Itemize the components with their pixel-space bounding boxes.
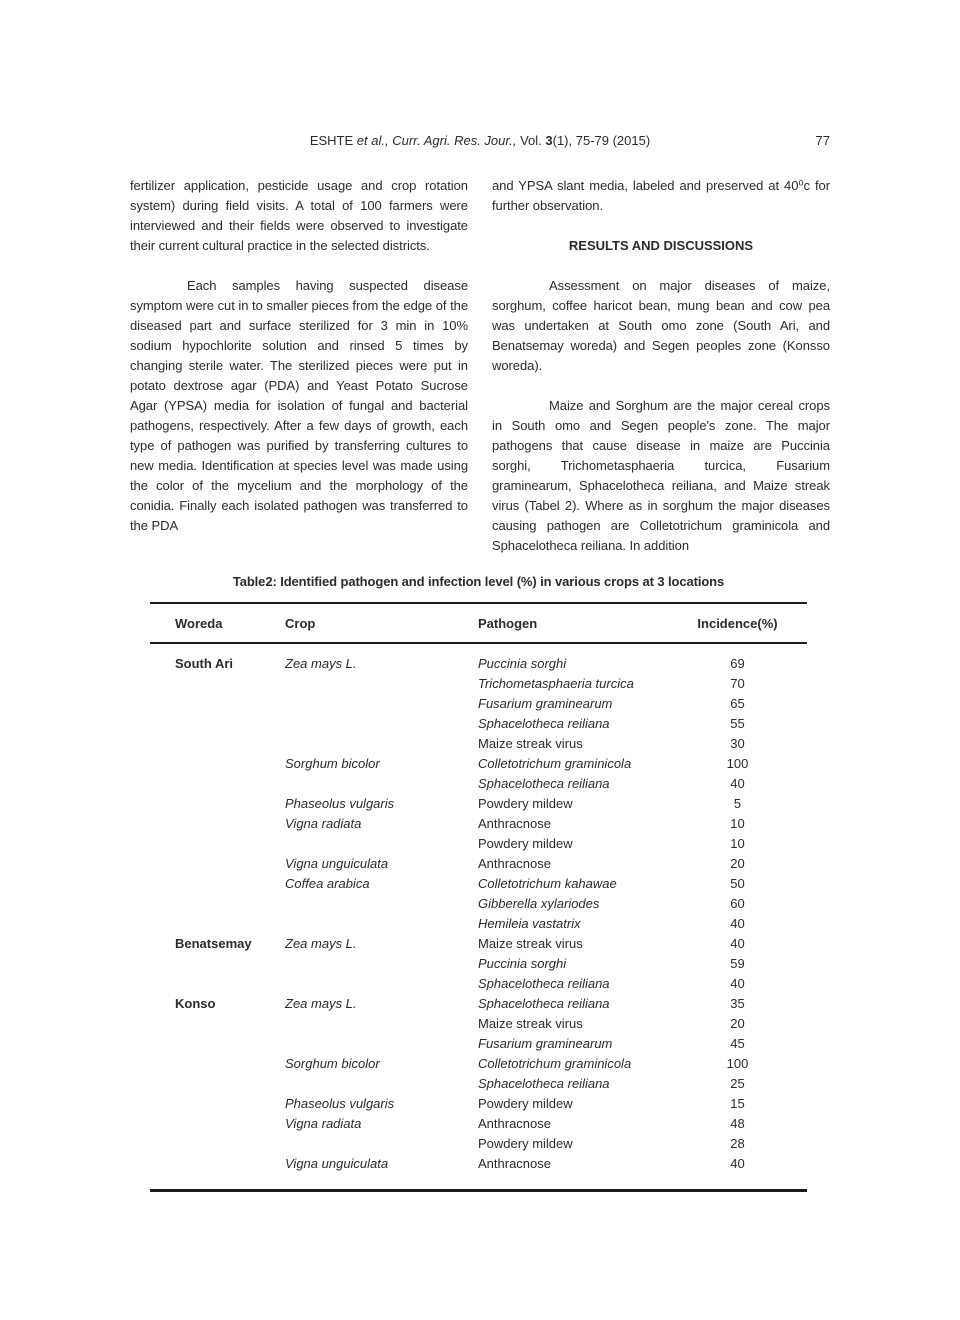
woreda-cell bbox=[150, 774, 285, 794]
column-header-woreda: Woreda bbox=[175, 616, 223, 631]
crop-cell bbox=[285, 894, 478, 914]
pathogen-cell: Anthracnose bbox=[478, 816, 551, 831]
crop-cell bbox=[285, 1134, 478, 1154]
crop-cell bbox=[285, 774, 478, 794]
crop-cell bbox=[285, 1074, 478, 1094]
woreda-cell bbox=[150, 834, 285, 854]
pathogen-cell: Sphacelotheca reiliana bbox=[478, 976, 610, 991]
citation-journal: Curr. Agri. Res. Jour., bbox=[392, 133, 517, 148]
pathogen-cell: Anthracnose bbox=[478, 856, 551, 871]
incidence-cell: 20 bbox=[730, 856, 745, 871]
pathogen-cell: Hemileia vastatrix bbox=[478, 916, 581, 931]
incidence-cell: 59 bbox=[730, 956, 745, 971]
table-row bbox=[150, 994, 807, 1014]
crop-cell: Zea mays L. bbox=[285, 936, 357, 951]
pathogen-cell: Sphacelotheca reiliana bbox=[478, 996, 610, 1011]
pathogen-cell: Anthracnose bbox=[478, 1116, 551, 1131]
pathogen-cell: Puccinia sorghi bbox=[478, 656, 567, 671]
incidence-cell: 40 bbox=[730, 1156, 745, 1171]
woreda-cell bbox=[150, 954, 285, 974]
crop-cell: Phaseolus vulgaris bbox=[285, 796, 395, 811]
pathogen-cell: Sphacelotheca reiliana bbox=[478, 776, 610, 791]
incidence-cell: 55 bbox=[730, 716, 745, 731]
woreda-cell: Konso bbox=[175, 996, 216, 1011]
table-row bbox=[150, 754, 807, 774]
pathogen-cell: Powdery mildew bbox=[478, 836, 573, 851]
table-row bbox=[150, 854, 807, 874]
incidence-cell: 40 bbox=[730, 916, 745, 931]
incidence-cell: 10 bbox=[730, 816, 745, 831]
incidence-cell: 40 bbox=[730, 976, 745, 991]
table-row bbox=[150, 874, 807, 894]
woreda-cell bbox=[150, 1154, 285, 1191]
table-row bbox=[150, 1074, 807, 1094]
table-body bbox=[150, 643, 807, 1191]
woreda-cell bbox=[150, 1114, 285, 1134]
woreda-cell bbox=[150, 854, 285, 874]
crop-cell: Vigna radiata bbox=[285, 816, 362, 831]
pathogen-cell: Sphacelotheca reiliana bbox=[478, 716, 610, 731]
incidence-cell: 100 bbox=[726, 756, 749, 771]
column-header-pathogen: Pathogen bbox=[478, 616, 538, 631]
woreda-cell bbox=[150, 1074, 285, 1094]
citation-vol-number: 3 bbox=[545, 133, 553, 148]
woreda-cell bbox=[150, 734, 285, 754]
woreda-cell: South Ari bbox=[175, 656, 234, 671]
page-number: 77 bbox=[815, 133, 830, 148]
table-row bbox=[150, 694, 807, 714]
left-column bbox=[130, 176, 468, 556]
right-column bbox=[492, 176, 830, 556]
citation-authors: ESHTE bbox=[309, 133, 354, 148]
right-paragraph-3: Maize and Sorghum are the major cereal crops in South omo and Segen people's zone. The major pathogens that cause disease in maize are Puccinia sorghi, Trichometasphaeria turcica, Fusarium graminearum, Sphacelotheca reiliana, and Maize streak virus (Tabel 2). Where as in sorghum the major diseases causing pathogen are Colletotrichum graminicola and Sphacelotheca reiliana. In addition bbox=[492, 398, 830, 553]
pathogen-cell: Puccinia sorghi bbox=[478, 956, 567, 971]
crop-cell bbox=[285, 694, 478, 714]
pathogen-cell: Maize streak virus bbox=[478, 1016, 583, 1031]
table-header bbox=[150, 603, 807, 643]
table-row bbox=[150, 894, 807, 914]
table-title: Table2: Identified pathogen and infection level (%) in various crops at 3 locations bbox=[232, 574, 725, 589]
pathogen-cell: Trichometasphaeria turcica bbox=[478, 676, 634, 691]
pathogen-cell: Powdery mildew bbox=[478, 1096, 573, 1111]
incidence-cell: 65 bbox=[730, 696, 745, 711]
incidence-cell: 45 bbox=[730, 1036, 745, 1051]
table-row bbox=[150, 1034, 807, 1054]
crop-cell bbox=[285, 734, 478, 754]
woreda-cell bbox=[150, 1134, 285, 1154]
pathogen-table bbox=[150, 602, 807, 1192]
table-row bbox=[150, 954, 807, 974]
table-row bbox=[150, 714, 807, 734]
pathogen-cell: Powdery mildew bbox=[478, 1136, 573, 1151]
incidence-cell: 10 bbox=[730, 836, 745, 851]
crop-cell: Coffea arabica bbox=[285, 876, 370, 891]
incidence-cell: 69 bbox=[730, 656, 745, 671]
crop-cell bbox=[285, 954, 478, 974]
incidence-cell: 70 bbox=[730, 676, 745, 691]
incidence-cell: 35 bbox=[730, 996, 745, 1011]
table-row bbox=[150, 934, 807, 954]
table-row bbox=[150, 1114, 807, 1134]
incidence-cell: 28 bbox=[730, 1136, 745, 1151]
results-heading: RESULTS AND DISCUSSIONS bbox=[568, 238, 754, 253]
table-row bbox=[150, 1054, 807, 1074]
crop-cell: Vigna unguiculata bbox=[285, 1156, 389, 1171]
citation-vol-prefix: Vol. bbox=[520, 133, 542, 148]
woreda-cell bbox=[150, 694, 285, 714]
incidence-cell: 48 bbox=[730, 1116, 745, 1131]
table-row bbox=[150, 1134, 807, 1154]
crop-cell: Zea mays L. bbox=[285, 996, 357, 1011]
table-row bbox=[150, 1094, 807, 1114]
pathogen-table-wrap bbox=[150, 602, 807, 1192]
incidence-cell: 30 bbox=[730, 736, 745, 751]
woreda-cell bbox=[150, 1054, 285, 1074]
body-columns bbox=[130, 176, 830, 556]
incidence-cell: 40 bbox=[730, 776, 745, 791]
table-row bbox=[150, 974, 807, 994]
crop-cell: Vigna unguiculata bbox=[285, 856, 389, 871]
crop-cell: Vigna radiata bbox=[285, 1116, 362, 1131]
woreda-cell bbox=[150, 1094, 285, 1114]
pathogen-cell: Gibberella xylariodes bbox=[478, 896, 600, 911]
column-header-crop: Crop bbox=[285, 616, 316, 631]
table-row bbox=[150, 834, 807, 854]
incidence-cell: 100 bbox=[726, 1056, 749, 1071]
citation-et-al: et al., bbox=[356, 133, 389, 148]
pathogen-cell: Maize streak virus bbox=[478, 936, 583, 951]
pathogen-cell: Sphacelotheca reiliana bbox=[478, 1076, 610, 1091]
woreda-cell bbox=[150, 794, 285, 814]
pathogen-cell: Powdery mildew bbox=[478, 796, 573, 811]
journal-citation bbox=[130, 131, 830, 151]
crop-cell: Sorghum bicolor bbox=[285, 756, 380, 771]
incidence-cell: 20 bbox=[730, 1016, 745, 1031]
crop-cell bbox=[285, 974, 478, 994]
crop-cell bbox=[285, 714, 478, 734]
right-paragraph-2: Assessment on major diseases of maize, sorghum, coffee haricot bean, mung bean and cow pea was undertaken at South omo zone (South Ari, and Benatsemay woreda) and Segen peoples zone (Konsso woreda). bbox=[492, 278, 830, 373]
incidence-cell: 60 bbox=[730, 896, 745, 911]
crop-cell bbox=[285, 914, 478, 934]
incidence-cell: 50 bbox=[730, 876, 745, 891]
woreda-cell bbox=[150, 874, 285, 894]
running-head bbox=[130, 0, 830, 151]
woreda-cell bbox=[150, 974, 285, 994]
right-paragraph-1: and YPSA slant media, labeled and preserved at 40⁰c for further observation. bbox=[492, 178, 830, 213]
pathogen-cell: Fusarium graminearum bbox=[478, 696, 613, 711]
crop-cell: Sorghum bicolor bbox=[285, 1056, 380, 1071]
table-row bbox=[150, 1154, 807, 1191]
crop-cell bbox=[285, 834, 478, 854]
citation-vol-suffix: (1), 75-79 (2015) bbox=[552, 133, 651, 148]
pathogen-cell: Colletotrichum kahawae bbox=[478, 876, 617, 891]
crop-cell bbox=[285, 674, 478, 694]
table-row bbox=[150, 914, 807, 934]
table-row bbox=[150, 734, 807, 754]
woreda-cell bbox=[150, 754, 285, 774]
woreda-cell: Benatsemay bbox=[175, 936, 252, 951]
table-row bbox=[150, 674, 807, 694]
crop-cell: Phaseolus vulgaris bbox=[285, 1096, 395, 1111]
crop-cell bbox=[285, 1034, 478, 1054]
left-paragraph-2: Each samples having suspected disease symptom were cut in to smaller pieces from the edge of the diseased part and surface sterilized for 3 min in 10% sodium hypochlorite solution and rinsed 5 times by changing sterile water. The sterilized pieces were put in potato dextrose agar (PDA) and Yeast Potato Sucrose Agar (YPSA) media for isolation of fungal and bacterial pathogens, respectively. After a few days of growth, each type of pathogen was purified by transferring cultures to new media. Identification at species level was made using the color of the mycelium and the morphology of the conidia. Finally each isolated pathogen was transferred to the PDA bbox=[130, 278, 468, 533]
pathogen-cell: Colletotrichum graminicola bbox=[478, 1056, 632, 1071]
table-row bbox=[150, 814, 807, 834]
woreda-cell bbox=[150, 1014, 285, 1034]
woreda-cell bbox=[150, 894, 285, 914]
incidence-cell: 5 bbox=[733, 796, 742, 811]
woreda-cell bbox=[150, 674, 285, 694]
crop-cell: Zea mays L. bbox=[285, 656, 357, 671]
table-row bbox=[150, 643, 807, 674]
incidence-cell: 40 bbox=[730, 936, 745, 951]
table-row bbox=[150, 1014, 807, 1034]
table-row bbox=[150, 794, 807, 814]
pathogen-cell: Fusarium graminearum bbox=[478, 1036, 613, 1051]
woreda-cell bbox=[150, 814, 285, 834]
pathogen-cell: Maize streak virus bbox=[478, 736, 583, 751]
woreda-cell bbox=[150, 914, 285, 934]
left-paragraph-1: fertilizer application, pesticide usage and crop rotation system) during field visits. A total of 100 farmers were interviewed and their fields were observed to investigate their current cultural practice in the selected districts. bbox=[130, 178, 468, 253]
woreda-cell bbox=[150, 714, 285, 734]
incidence-cell: 15 bbox=[730, 1096, 745, 1111]
table-row bbox=[150, 774, 807, 794]
woreda-cell bbox=[150, 1034, 285, 1054]
pathogen-cell: Anthracnose bbox=[478, 1156, 551, 1171]
crop-cell bbox=[285, 1014, 478, 1034]
column-header-incidence: Incidence(%) bbox=[697, 616, 778, 631]
incidence-cell: 25 bbox=[730, 1076, 745, 1091]
pathogen-cell: Colletotrichum graminicola bbox=[478, 756, 632, 771]
